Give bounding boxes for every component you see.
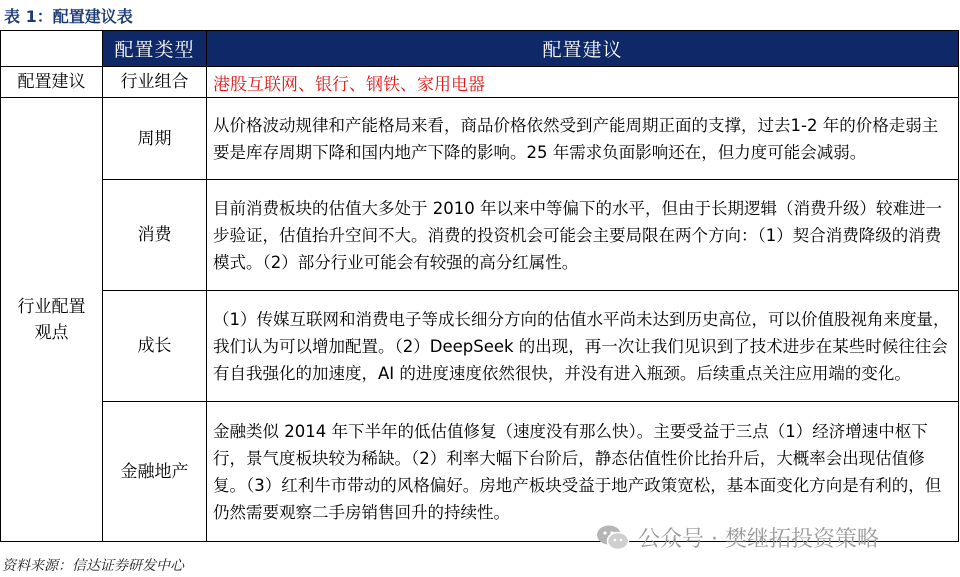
watermark-text: 公众号 · 樊继拓投资策略 [638,527,879,552]
finance-advice: 金融类似 2014 年下半年的低估值修复（速度没有那么快）。主要受益于三点（1）经济增速中枢下行，景气度板块较为稀缺。（2）利率大幅下台阶后，静态估值性价比抬升后，大概率会出现估值修复。（3）红利牛市带动的风格偏好。房地产板块受益于地产政策宽松，基本面变化方向是有利的，但仍然需要观察二手房销售回升的持续性。 [207,402,959,542]
source-note: 资料来源：信达证券研发中心 [2,558,184,574]
header-config-type: 配置类型 [103,31,207,67]
table-row [1,98,959,180]
table-row [1,180,959,291]
table-row [1,291,959,402]
page-title: 表 1：配置建议表 [4,7,133,26]
header-config-advice: 配置建议 [207,31,959,67]
industry-combo-advice: 港股互联网、银行、钢铁、家用电器 [207,67,959,98]
growth-advice: （1）传媒互联网和消费电子等成长细分方向的估值水平尚未达到历史高位，可以价值股视角来度量，我们认为可以增加配置。（2）DeepSeek 的出现，再一次让我们见识到了技术进步在某些时候往往会有自我强化的加速度，AI 的进度速度依然很快，并没有进入瓶颈。后续重点关注应用端的变化。 [207,291,959,402]
config-table [0,30,959,542]
config-table-wrapper [0,30,958,542]
table-header-row [1,31,959,67]
header-blank-cell [1,31,103,67]
row-group-config: 配置建议 [1,67,103,98]
consume-advice: 目前消费板块的估值大多处于 2010 年以来中等偏下的水平，但由于长期逻辑（消费升级）较难进一步验证，估值抬升空间不大。消费的投资机会可能会主要局限在两个方向：（1）契合消费降级的消费模式。（2）部分行业可能会有较强的高分红属性。 [207,180,959,291]
row-group-industry-view [1,98,103,542]
row-type-consume: 消费 [103,180,207,291]
industry-view-label: 行业配置观点 [17,296,86,343]
row-type-industry-combo: 行业组合 [103,67,207,98]
wechat-icon [596,524,630,552]
row-type-cycle: 周期 [103,98,207,180]
table-row [1,67,959,98]
cycle-advice: 从价格波动规律和产能格局来看，商品价格依然受到产能周期正面的支撑，过去1-2 年的价格走弱主要是库存周期下降和国内地产下降的影响。25 年需求负面影响还在，但力度可能会减弱。 [207,98,959,180]
row-type-growth: 成长 [103,291,207,402]
watermark [596,522,879,553]
table-row [1,402,959,542]
row-type-finance: 金融地产 [103,402,207,542]
